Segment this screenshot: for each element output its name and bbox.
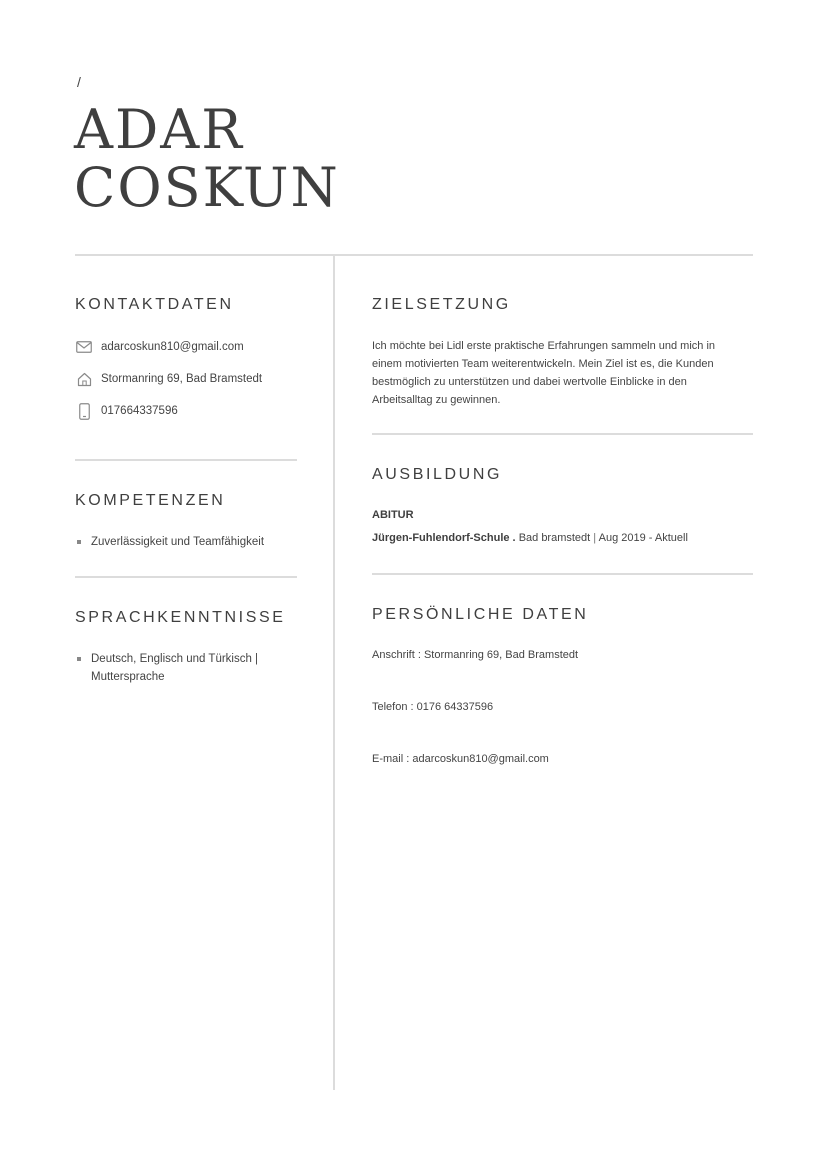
education-details — [372, 532, 688, 544]
personal-email: E-mail : adarcoskun810@gmail.com — [372, 753, 549, 765]
school-name: Jürgen-Fuhlendorf-Schule . — [372, 532, 516, 544]
phone-icon — [75, 402, 93, 420]
ziel-line-4: Arbeitsalltag zu gewinnen. — [372, 394, 501, 406]
sprachen-list — [75, 650, 297, 686]
contact-email-row — [75, 338, 244, 356]
list-item — [75, 650, 297, 686]
education-period: Aug 2019 - Aktuell — [598, 532, 688, 544]
ziel-title: ZIELSETZUNG — [372, 296, 511, 313]
contact-phone: 017664337596 — [101, 405, 178, 417]
left-divider-2 — [75, 576, 297, 578]
home-icon — [75, 370, 93, 388]
ziel-line-1: Ich möchte bei Lidl erste praktische Erfahrungen sammeln und mich in — [372, 340, 716, 352]
header-divider — [75, 254, 753, 256]
school-city: Bad bramstedt — [518, 532, 591, 544]
personal-phone: Telefon : 0176 64337596 — [372, 701, 494, 713]
contact-address-row — [75, 370, 262, 388]
left-divider-1 — [75, 459, 297, 461]
ziel-line-3: bestmöglich zu unterstützen und dabei wertvolle Einblicke in den — [372, 376, 687, 388]
sprachen-line-1: Deutsch, Englisch und Türkisch | — [91, 653, 259, 665]
header-slash: / — [77, 74, 81, 90]
contact-address: Stormanring 69, Bad Bramstedt — [101, 373, 263, 385]
degree-title: ABITUR — [372, 509, 414, 521]
mail-icon — [75, 338, 93, 356]
kompetenzen-list — [75, 533, 264, 551]
last-name: COSKUN — [74, 156, 340, 219]
ziel-text — [372, 337, 753, 409]
contact-phone-row — [75, 402, 178, 420]
ziel-line-2: einem motivierten Team weiterentwickeln. Mein Ziel ist es, die Kunden — [372, 358, 714, 370]
contact-email: adarcoskun810@gmail.com — [101, 341, 244, 353]
list-item: Zuverlässigkeit und Teamfähigkeit — [75, 533, 264, 551]
separator: | — [593, 532, 597, 544]
first-name: ADAR — [74, 98, 244, 161]
persoenlich-title: PERSÖNLICHE DATEN — [372, 606, 589, 623]
column-divider — [333, 256, 335, 1090]
kompetenzen-title: KOMPETENZEN — [75, 492, 226, 509]
ausbildung-title: AUSBILDUNG — [372, 466, 503, 483]
candidate-name — [74, 98, 340, 219]
kontakt-title: KONTAKTDATEN — [75, 296, 234, 313]
right-divider-2 — [372, 573, 753, 575]
sprachen-title: SPRACHKENNTNISSE — [75, 609, 286, 626]
right-divider-1 — [372, 433, 753, 435]
sprachen-line-2: Muttersprache — [91, 671, 165, 683]
personal-address: Anschrift : Stormanring 69, Bad Bramstedt — [372, 649, 579, 661]
